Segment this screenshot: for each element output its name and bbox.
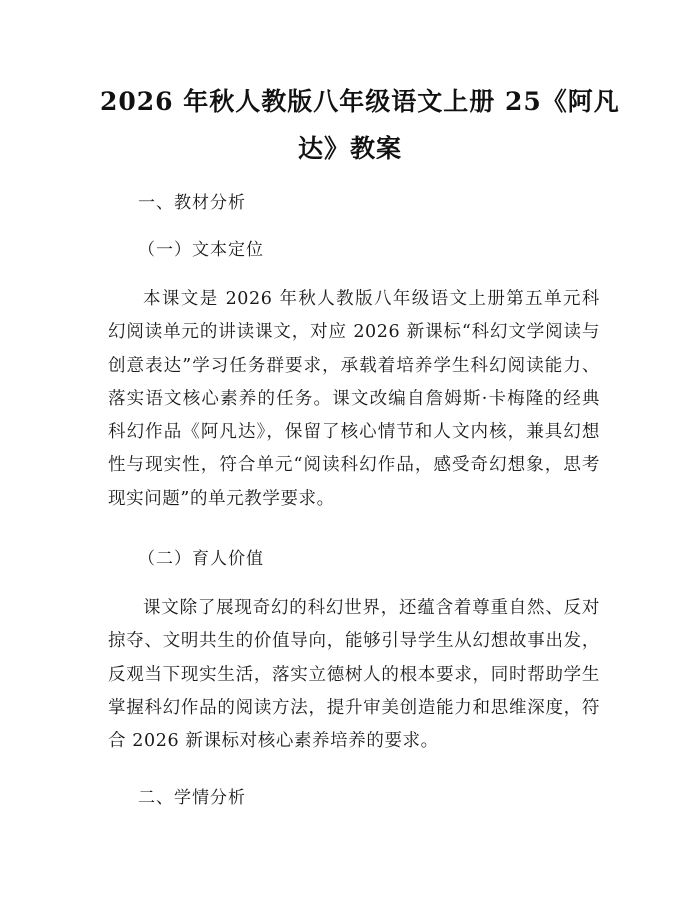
subsection-heading-educational-value: （二）育人价值	[138, 549, 264, 569]
paragraph-educational-value: 课文除了展现奇幻的科幻世界，还蕴含着尊重自然、反对掠夺、文明共生的价值导向，能够引导学生从幻想故事出发，反观当下现实生活，落实立德树人的根本要求，同时帮助学生掌握科幻作品的阅读方法，提升审美创造能力和思维深度，符合 2026 新课标对核心素养培养的要求。	[108, 598, 600, 752]
paragraph-text-positioning: 本课文是 2026 年秋人教版八年级语文上册第五单元科幻阅读单元的讲读课文，对应 2026 新课标“科幻文学阅读与创意表达”学习任务群要求，承载着培养学生科幻阅读能力、落实语文核心素养的任务。课文改编自詹姆斯·卡梅隆的经典科幻作品《阿凡达》，保留了核心情节和人文内核，兼具幻想性与现实性，符合单元“阅读科幻作品，感受奇幻想象，思考现实问题”的单元教学要求。	[108, 289, 600, 509]
section-heading-learner-analysis: 二、学情分析	[138, 788, 246, 808]
document-title-line-1: 2026 年秋人教版八年级语文上册 25《阿凡	[100, 87, 620, 116]
document-title-line-2: 达》教案	[297, 134, 402, 163]
section-heading-teaching-material-analysis: 一、教材分析	[138, 193, 246, 213]
subsection-heading-text-positioning: （一）文本定位	[138, 240, 264, 260]
